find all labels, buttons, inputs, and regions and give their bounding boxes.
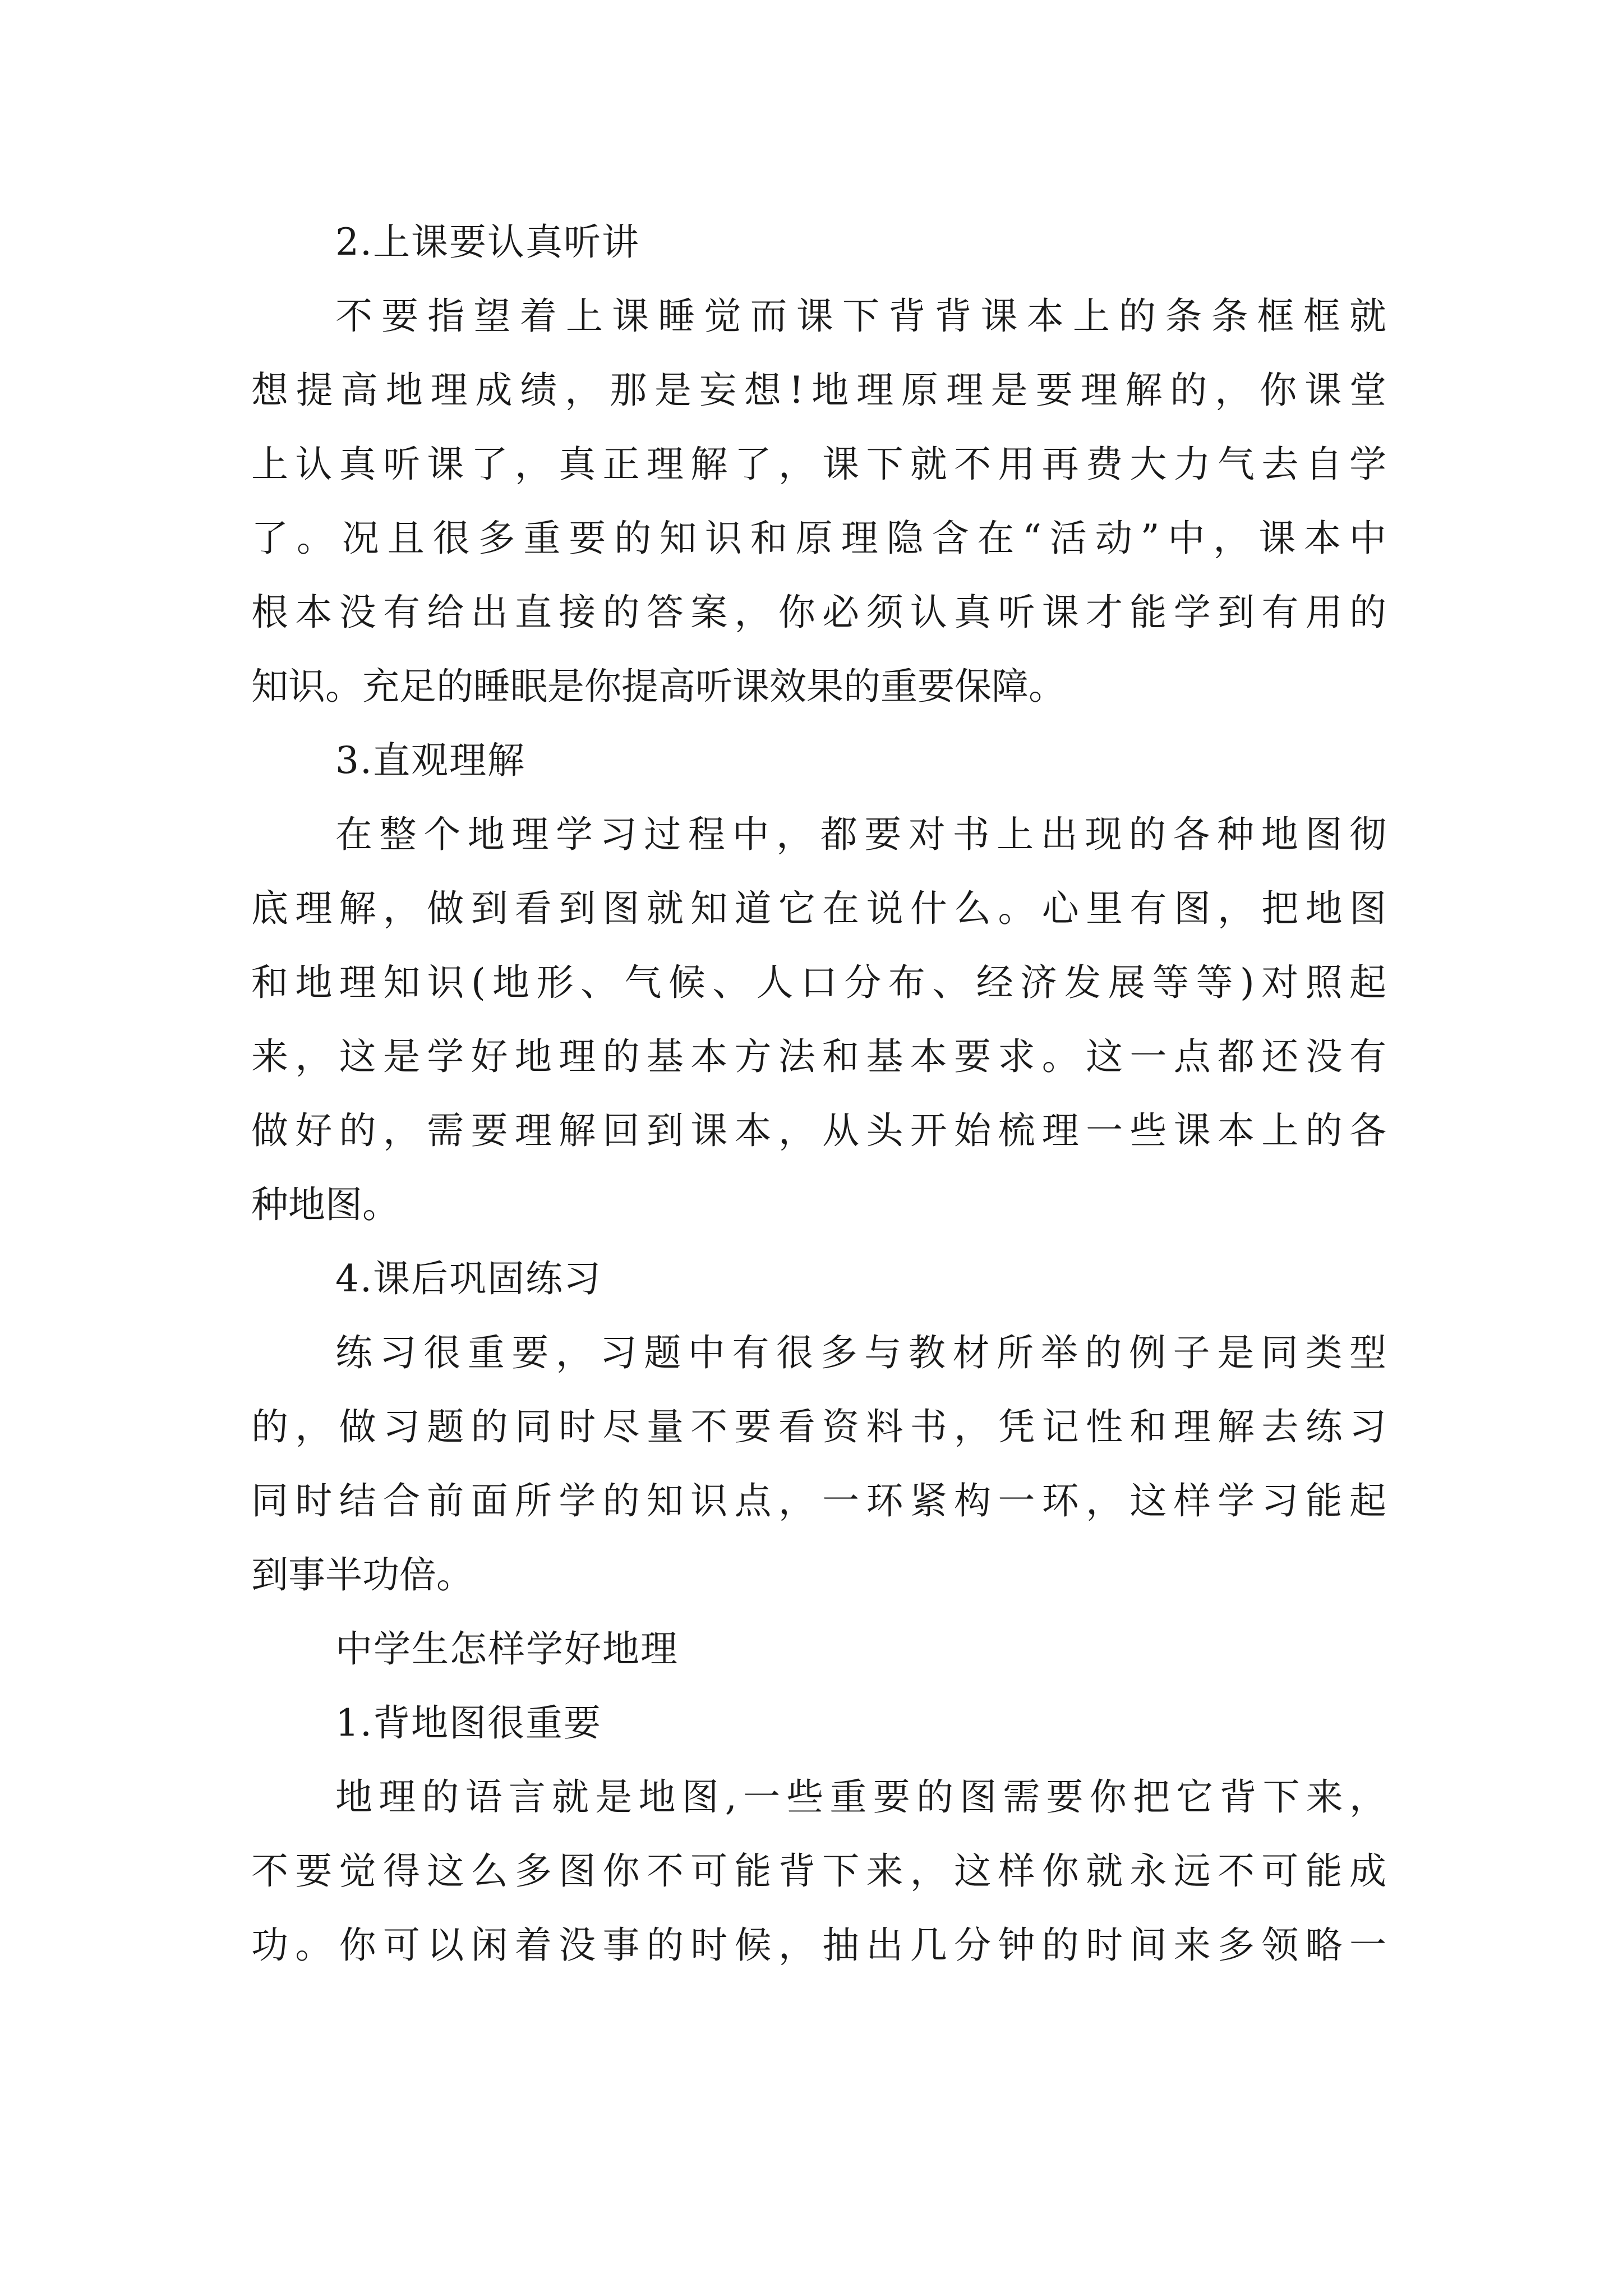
paragraph-line: 在整个地理学习过程中，都要对书上出现的各种地图彻 [335, 813, 1386, 856]
paragraph-line: 到事半功倍。 [251, 1553, 473, 1596]
paragraph-line: 底理解，做到看到图就知道它在说什么。心里有图，把地图 [251, 887, 1386, 930]
paragraph-line: 种地图。 [251, 1183, 399, 1226]
paragraph-line: 了。况且很多重要的知识和原理隐含在“活动”中，课本中 [251, 517, 1386, 560]
paragraph-line: 不要指望着上课睡觉而课下背背课本上的条条框框就 [335, 295, 1386, 338]
paragraph-line: 和地理知识(地形、气候、人口分布、经济发展等等)对照起 [251, 961, 1386, 1004]
paragraph-line: 不要觉得这么多图你不可能背下来，这样你就永远不可能成 [251, 1849, 1386, 1893]
paragraph-line: 根本没有给出直接的答案，你必须认真听课才能学到有用的 [251, 591, 1386, 634]
paragraph-line: 想提高地理成绩，那是妄想!地理原理是要理解的，你课堂 [251, 369, 1386, 412]
paragraph-line: 地理的语言就是地图,一些重要的图需要你把它背下来， [335, 1775, 1386, 1819]
section-heading: 4.课后巩固练习 [335, 1257, 602, 1300]
paragraph-line: 上认真听课了，真正理解了，课下就不用再费大力气去自学 [251, 443, 1386, 486]
section-heading: 3.直观理解 [335, 739, 525, 782]
article-title: 中学生怎样学好地理 [335, 1627, 679, 1671]
section-heading: 2.上课要认真听讲 [335, 220, 640, 264]
paragraph-line: 知识。充足的睡眠是你提高听课效果的重要保障。 [251, 665, 1066, 708]
paragraph-line: 功。你可以闲着没事的时候，抽出几分钟的时间来多领略一 [251, 1924, 1386, 1967]
paragraph-line: 做好的，需要理解回到课本，从头开始梳理一些课本上的各 [251, 1109, 1386, 1152]
paragraph-line: 同时结合前面所学的知识点，一环紧构一环，这样学习能起 [251, 1479, 1386, 1522]
paragraph-line: 的，做习题的同时尽量不要看资料书，凭记性和理解去练习 [251, 1405, 1386, 1448]
section-heading: 1.背地图很重要 [335, 1701, 602, 1745]
paragraph-line: 练习很重要，习题中有很多与教材所举的例子是同类型 [335, 1331, 1386, 1374]
paragraph-line: 来，这是学好地理的基本方法和基本要求。这一点都还没有 [251, 1035, 1386, 1078]
